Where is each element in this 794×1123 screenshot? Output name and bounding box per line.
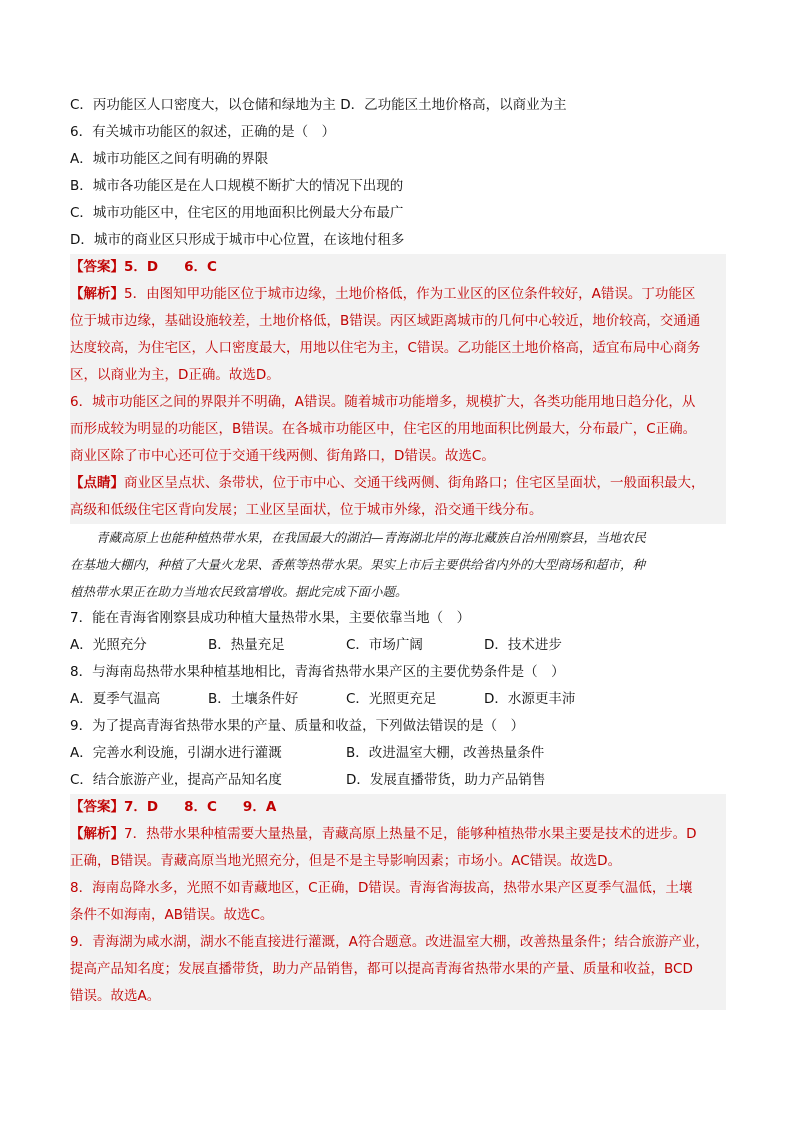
answer-key	[70, 794, 726, 821]
tips-tag: 【点睛】	[70, 475, 124, 491]
options-row	[70, 686, 726, 713]
analysis-line: 错误。故选A。	[70, 988, 161, 1004]
answer-key	[70, 254, 726, 281]
analysis-tag: 【解析】	[70, 826, 124, 842]
analysis-line: 6．城市功能区之间的界限并不明确，A错误。随着城市功能增多，规模扩大，各类功能用地日趋分化，从	[70, 394, 696, 410]
analysis-line: 位于城市边缘，基础设施较差，土地价格低，B错误。丙区域距离城市的几何中心较近，地价较高，交通通	[70, 313, 701, 329]
answer-analysis-block-2	[70, 794, 726, 1010]
analysis-line: 9．青海湖为咸水湖，湖水不能直接进行灌溉，A符合题意。改进温室大棚，改善热量条件；结合旅游产业，	[70, 934, 709, 950]
analysis-line: 正确，B错误。青藏高原当地光照充分，但是不是主导影响因素；市场小。AC错误。故选D。	[70, 853, 622, 869]
analysis-line: 条件不如海南，AB错误。故选C。	[70, 907, 274, 923]
option-b: B．城市各功能区是在人口规模不断扩大的情况下出现的	[70, 178, 404, 194]
answer-tag: 【答案】	[70, 259, 124, 275]
option-d: D．发展直播带货，助力产品销售	[346, 772, 546, 788]
question-stem: 6．有关城市功能区的叙述，正确的是（ ）	[70, 124, 336, 140]
answer-value: 5．D	[124, 259, 159, 275]
option-c: C．市场广阔	[346, 637, 423, 653]
passage-line: 在基地大棚内，种植了大量火龙果、香蕉等热带水果。果实上市后主要供给省内外的大型商场和超市，种	[70, 557, 646, 572]
answer-analysis-block-1	[70, 254, 726, 524]
option-c: C．结合旅游产业，提高产品知名度	[70, 772, 282, 788]
analysis-line: 【解析】7．热带水果种植需要大量热量，青藏高原上热量不足，能够种植热带水果主要是技术的进步。D	[70, 826, 697, 842]
options-row	[70, 632, 726, 659]
option-c: C．光照更充足	[346, 691, 437, 707]
option-d: D．水源更丰沛	[484, 691, 576, 707]
option-b: B．热量充足	[208, 637, 285, 653]
tips-line: 【点睛】商业区呈点状、条带状，位于市中心、交通干线两侧、街角路口；住宅区呈面状，一般面积最大，	[70, 475, 705, 491]
document-page	[70, 92, 726, 1010]
question-8	[70, 659, 726, 713]
analysis-line: 8．海南岛降水多，光照不如青藏地区，C正确，D错误。青海省海拔高，热带水果产区夏季气温低，土壤	[70, 880, 693, 896]
passage-line: 植热带水果正在助力当地农民致富增收。据此完成下面小题。	[70, 584, 408, 599]
options-row	[70, 767, 726, 794]
passage-line: 青藏高原上也能种植热带水果，在我国最大的湖泊—青海湖北岸的海北藏族自治州刚察县，当地农民	[96, 530, 647, 545]
reading-passage	[70, 524, 726, 605]
option-a: A．完善水利设施，引湖水进行灌溉	[70, 745, 282, 761]
option-a: A．光照充分	[70, 637, 147, 653]
option-b: B．改进温室大棚，改善热量条件	[346, 745, 545, 761]
option-d: D．城市的商业区只形成于城市中心位置，在该地付租多	[70, 232, 405, 248]
question-stem: 8．与海南岛热带水果种植基地相比，青海省热带水果产区的主要优势条件是（ ）	[70, 664, 565, 680]
tips-line: 高级和低级住宅区背向发展；工业区呈面状，位于城市外缘，沿交通干线分布。	[70, 502, 543, 518]
option-d: D．技术进步	[484, 637, 562, 653]
option-a: A．夏季气温高	[70, 691, 161, 707]
analysis-line: 而形成较为明显的功能区，B错误。在各城市功能区中，住宅区的用地面积比例最大，分布最广，C正确。	[70, 421, 697, 437]
answer-value: 9．A	[242, 799, 277, 815]
analysis-line: 达度较高，为住宅区，人口密度最大，用地以住宅为主，C错误。乙功能区土地价格高，适宜布局中心商务	[70, 340, 701, 356]
analysis-line: 提高产品知名度；发展直播带货，助力产品销售，都可以提高青海省热带水果的产量、质量和收益，BCD	[70, 961, 693, 977]
question-9	[70, 713, 726, 794]
question5-options-cd: C．丙功能区人口密度大，以仓储和绿地为主 D．乙功能区土地价格高，以商业为主	[70, 97, 567, 113]
analysis-line: 【解析】5．由图知甲功能区位于城市边缘，土地价格低，作为工业区的区位条件较好，A错误。丁功能区	[70, 286, 696, 302]
question-7	[70, 605, 726, 659]
question-6	[70, 119, 726, 254]
analysis-tag: 【解析】	[70, 286, 124, 302]
analysis-line: 区，以商业为主，D正确。故选D。	[70, 367, 280, 383]
answer-value: 7．D	[124, 799, 159, 815]
option-c: C．城市功能区中，住宅区的用地面积比例最大分布最广	[70, 205, 404, 221]
question-stem: 9．为了提高青海省热带水果的产量、质量和收益，下列做法错误的是（ ）	[70, 718, 525, 734]
question-stem: 7．能在青海省刚察县成功种植大量热带水果，主要依靠当地（ ）	[70, 610, 471, 626]
options-row	[70, 740, 726, 767]
option-b: B．土壤条件好	[208, 691, 299, 707]
answer-tag: 【答案】	[70, 799, 124, 815]
answer-value: 6．C	[184, 259, 217, 275]
answer-value: 8．C	[184, 799, 217, 815]
analysis-line: 商业区除了市中心还可位于交通干线两侧、街角路口，D错误。故选C。	[70, 448, 495, 464]
option-a: A．城市功能区之间有明确的界限	[70, 151, 269, 167]
